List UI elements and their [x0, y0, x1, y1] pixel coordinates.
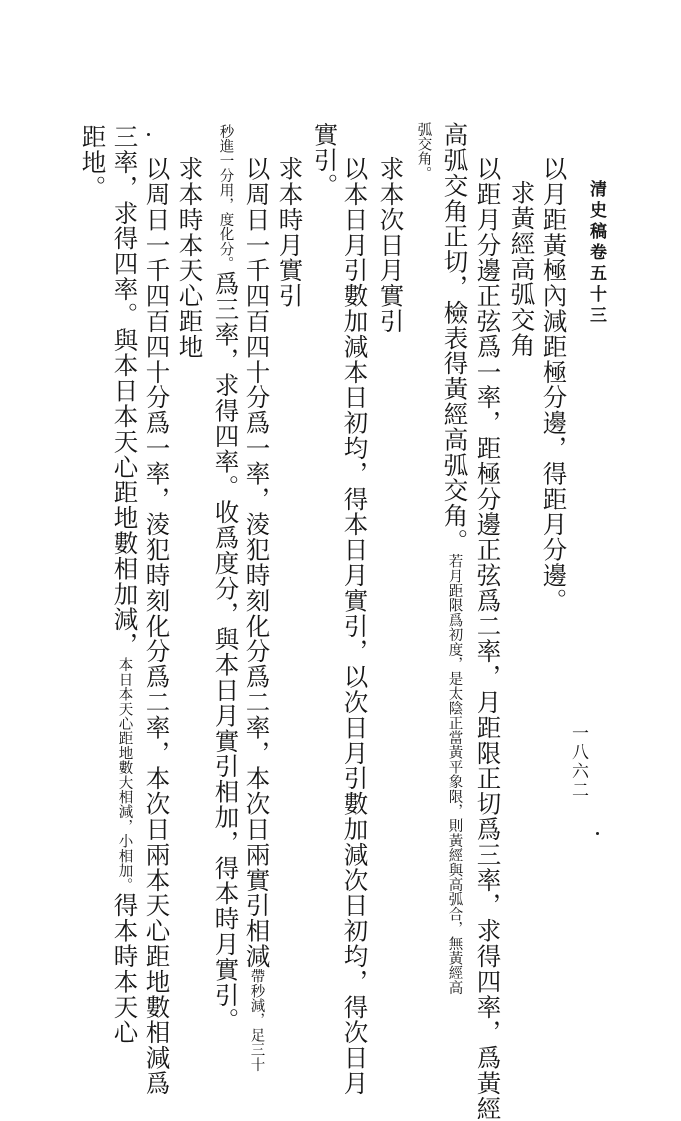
text-column-4 [440, 122, 470, 995]
column-10-note: 帶秒減，足三十 [248, 968, 265, 1072]
text-column-7: 以本日月引數加減本日初均，得本日月實引，以次日月引數加減次日初均，得次日月 [340, 156, 370, 1096]
column-14-main: 三率，求得四率。與本日本天心距地數相加減， [110, 124, 140, 658]
text-column-2: 求黃經高弧交角 [507, 180, 537, 358]
column-14-note: 本日本天心距地數大相減，小相加。 [116, 657, 133, 893]
column-4-note: 若月距限爲初度，是太陰正當黃平象限，則黃經與高弧合，無黃經高 [446, 553, 463, 995]
text-column-8: 實引。 [310, 122, 340, 199]
text-column-6: 求本次日月實引 [376, 156, 406, 334]
text-column-11 [211, 124, 241, 1033]
column-14-main-cont: 得本時本天心 [110, 892, 140, 1046]
text-column-13: 以周日一千四百四十分爲一率，淩犯時刻化分爲二率，本次日兩本天心距地數相減爲 [142, 156, 172, 1096]
text-column-3: 以距月分邊正弦爲一率，距極分邊正弦爲二率，月距限正切爲三率，求得四率，爲黃經 [473, 156, 503, 1121]
speck-mark [147, 133, 150, 136]
text-column-9: 求本時月實引 [275, 156, 305, 309]
text-column-14 [110, 124, 140, 1046]
running-header: 清史稿卷五十三 [586, 180, 606, 327]
text-column-12: 求本時本天心距地 [175, 156, 205, 360]
column-10-main: 以周日一千四百四十分爲一率，淩犯時刻化分爲二率，本次日兩實引相減 [242, 156, 272, 969]
column-11-note: 秒進一分用，度化分。 [217, 124, 234, 271]
page-number: 一八六二 [568, 724, 588, 800]
column-4-main: 高弧交角正切，檢表得黃經高弧交角。 [440, 122, 470, 554]
text-column-10 [242, 156, 272, 1072]
speck-mark [596, 832, 599, 835]
column-11-main: 爲三率，求得四率。收爲度分，與本日月實引相加，得本時月實引。 [211, 271, 241, 1033]
text-column-15: 距地。 [78, 124, 108, 201]
text-column-1: 以月距黃極內減距極分邊，得距月分邊。 [539, 156, 569, 614]
text-column-5-note: 弧交角。 [415, 122, 432, 181]
